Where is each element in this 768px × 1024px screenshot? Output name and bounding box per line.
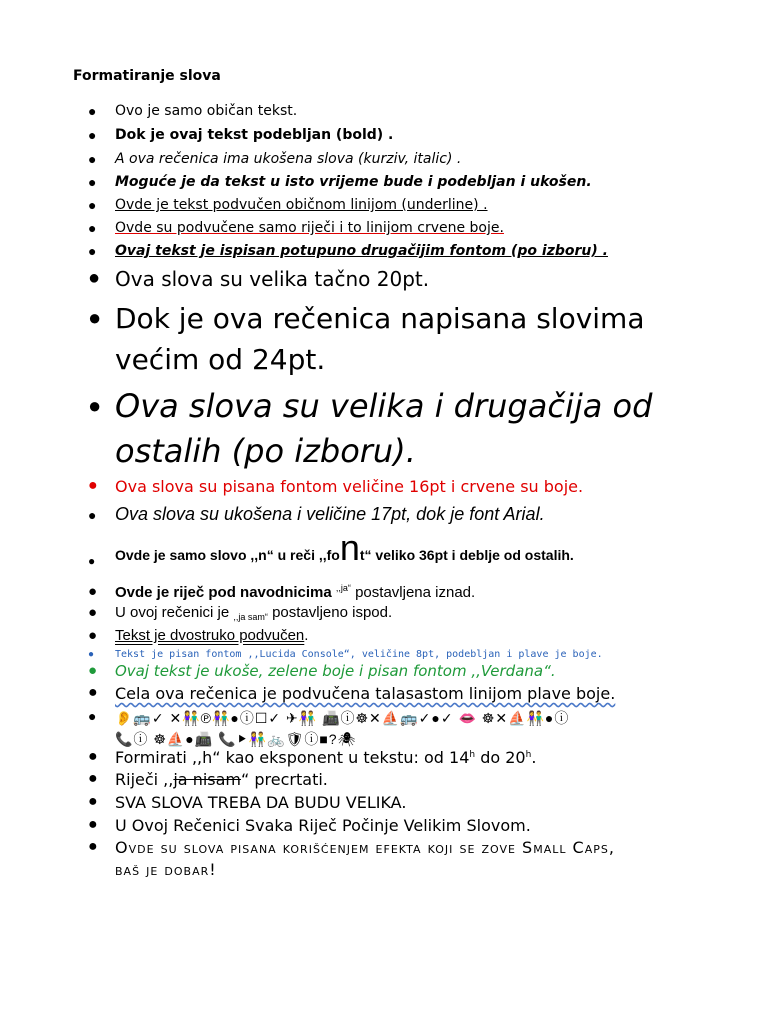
bullet: ● xyxy=(88,393,102,418)
lucida-console-text: Tekst je pisan fontom ,,Lucida Console“, veličine 8pt, podebljan i plave je boje. xyxy=(115,649,603,660)
line15-after: t“ veliko 36pt i deblje od ostalih. xyxy=(359,547,574,563)
red-16pt-text: Ova slova su pisana fontom veličine 16pt i crvene su boje. xyxy=(115,477,584,496)
bullet: ● xyxy=(88,748,98,765)
line18-after: . xyxy=(304,627,309,644)
bullet: ● xyxy=(88,267,101,289)
line23-after: . xyxy=(531,748,537,767)
line17-after: postavljeno ispod. xyxy=(267,604,393,621)
bullet: ● xyxy=(88,554,96,568)
bullet: ● xyxy=(88,477,98,494)
bullet: ● xyxy=(88,708,97,724)
bullet: ● xyxy=(88,684,98,701)
bullet: ● xyxy=(88,816,98,833)
bullet: ● xyxy=(88,583,98,600)
large-italic-text-line2: ostalih (po izboru). xyxy=(115,432,416,470)
line16-after: postavljena iznad. xyxy=(350,584,476,601)
bullet: ● xyxy=(88,649,95,660)
page-title: Formatiranje slova xyxy=(73,68,221,84)
size-20-text: Ova slova su velika tačno 20pt. xyxy=(115,267,430,291)
line24-after: “ precrtati. xyxy=(241,770,328,789)
title-case-text: U Ovoj Rečenici Svaka Riječ Počinje Velikim Slovom. xyxy=(115,816,531,835)
superscript-h-1: h xyxy=(469,750,476,760)
line15-before: Ovde je samo slovo ,,n“ u reči ,,fo xyxy=(115,547,340,563)
bullet: ● xyxy=(88,604,98,621)
line16-before: Ovde je riječ pod navodnicima xyxy=(115,584,332,601)
strikethrough-text: ja nisam xyxy=(173,770,242,789)
size-24-text-line1: Dok je ova rečenica napisana slovima xyxy=(115,302,645,335)
superscript-h-2: h xyxy=(525,750,532,760)
verdana-green-italic-text: Ovaj tekst je ukoše, zelene boje i pisan fontom ,,Verdana“. xyxy=(115,662,556,680)
bullet: ● xyxy=(88,627,98,644)
arial-italic-17pt-text: Ova slova su ukošena i veličine 17pt, dok je font Arial. xyxy=(115,504,545,524)
large-italic-text-line1: Ova slova su velika i drugačija od xyxy=(115,387,653,425)
wavy-underlined-text: Cela ova rečenica je podvučena talasastom linijom plave boje. xyxy=(115,684,616,703)
line24-before: Riječi ,, xyxy=(115,770,174,789)
bullet: ● xyxy=(88,793,98,810)
bullet: ● xyxy=(88,127,97,143)
different-font-text: Ovaj tekst je ispisan potupuno drugačijim fontom (po izboru) . xyxy=(115,243,608,259)
symbol-font-text-line2: 📞ⓘ ☸⛵●📠 📞⯈👫🚲🛡ⓘ■?🕷 xyxy=(115,731,357,747)
bullet: ● xyxy=(88,103,97,119)
list-item xyxy=(88,527,738,574)
small-caps-text-line2: baš je dobar! xyxy=(115,860,217,879)
line23-before: Formirati ,,h“ kao eksponent u tekstu: od 14 xyxy=(115,748,470,767)
big-n-letter: n xyxy=(339,527,360,568)
underlined-text: Ovde je tekst podvučen običnom linijom (underline) . xyxy=(115,197,488,213)
bullet: ● xyxy=(88,662,98,679)
bullet: ● xyxy=(88,770,98,787)
bullet: ● xyxy=(88,220,97,236)
bullet: ● xyxy=(88,151,97,167)
uppercase-text: SVA SLOVA TREBA DA BUDU VELIKA. xyxy=(115,793,407,812)
red-underlined-text: Ovde su podvučene samo riječi i to linijom crvene boje. xyxy=(115,220,504,236)
small-caps-text-line1: Ovde su slova pisana korišćenjem efekta koji se zove Small Caps, xyxy=(115,838,615,857)
bullet: ● xyxy=(88,305,102,330)
plain-text: Ovo je samo običan tekst. xyxy=(115,103,298,119)
bullet: ● xyxy=(88,243,97,259)
bullet: ● xyxy=(88,507,97,523)
bullet: ● xyxy=(88,838,98,855)
bullet: ● xyxy=(88,197,97,213)
bold-italic-text: Moguće je da tekst u isto vrijeme bude i podebljan i ukošen. xyxy=(115,174,592,190)
line17-before: U ovoj rečenici je xyxy=(115,604,230,621)
bold-text: Dok je ovaj tekst podebljan (bold) . xyxy=(115,127,394,143)
size-24-text-line2: većim od 24pt. xyxy=(115,343,326,376)
bullet: ● xyxy=(88,174,97,190)
double-underlined-text: Tekst je dvostruko podvučen xyxy=(115,627,305,644)
symbol-font-text-line1: 👂🚌✓ ✕👫℗👫●ⓘ☐✓ ✈👫 📠ⓘ☸✕⛵🚌✓●✓ 👄 ☸✕⛵👫●ⓘ xyxy=(115,710,570,726)
raised-quote: ,,ja“ xyxy=(335,583,351,593)
lowered-quote: ,,ja sam“ xyxy=(233,612,268,622)
italic-text: A ova rečenica ima ukošena slova (kurziv, italic) . xyxy=(115,151,462,167)
line23-mid: do 20 xyxy=(475,748,526,767)
